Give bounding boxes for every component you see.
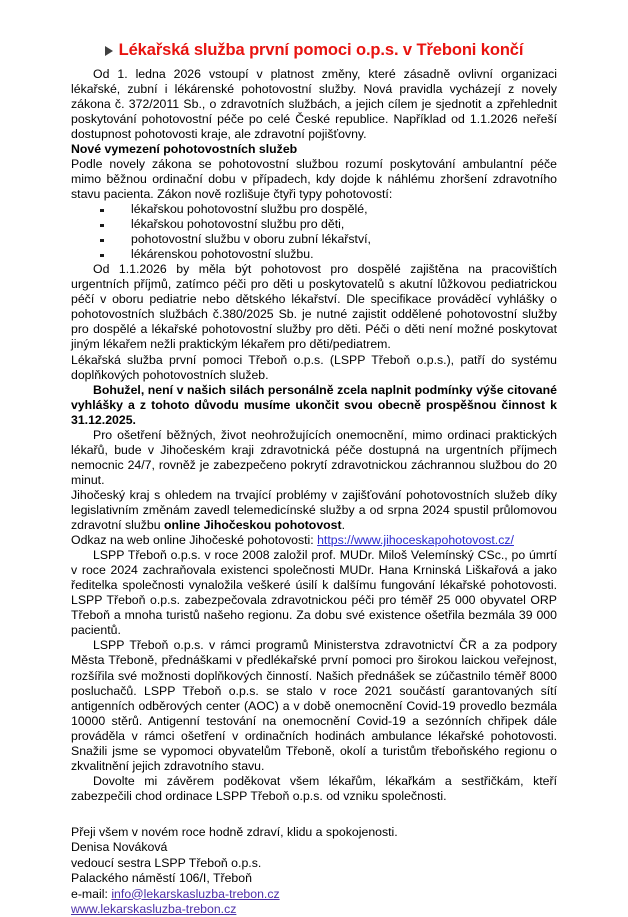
telemedicine-service-name: online Jihočeskou pohotovost bbox=[163, 518, 342, 533]
paragraph-lspp-system: Lékařská služba první pomoci Třeboň o.p.s. (LSPP Třeboň o.p.s.), patří do systému doplňkových pohotovostních služeb. bbox=[71, 352, 557, 382]
paragraph-2026-arrangements: Od 1.1.2026 by měla být pohotovost pro dospělé zajištěna na pracovištích urgentních příjmů, zatímco péči pro děti u poskytovatelů s akutní lůžkovou pediatrickou péčí v oboru pediatrie nebo dětského lékařství. Dle specifikace prováděcí vyhlášky o pohotovostních službách č.380/2025 Sb. je nutné zajistit oddělené pohotovostní služby pro dospělé a lékařské pohotovostní služby pro děti. Péči o děti není možné poskytovat jiným lékařem nežli praktickým lékařem pro děti/pediatrem. bbox=[71, 262, 557, 352]
list-item: lékařskou pohotovostní službu pro děti, bbox=[71, 217, 557, 232]
service-types-list bbox=[71, 202, 557, 262]
website-link[interactable]: www.lekarskasluzba-trebon.cz bbox=[71, 901, 237, 916]
paragraph-web-link bbox=[71, 533, 557, 548]
collapsed-heading-triangle-icon[interactable] bbox=[105, 46, 113, 56]
email-link[interactable]: info@lekarskasluzba-trebon.cz bbox=[111, 886, 280, 901]
paragraph-alternative-care: Pro ošetření běžných, život neohrožujících onemocnění, mimo ordinaci praktických lékařů, bude v Jihočeském kraji zdravotnická péče dostupná na urgentních příjmech nemocnic 24/7, rovněž je zabezpečeno pokrytí zdravotnickou záchrannou službou do 20 minut. bbox=[71, 427, 557, 487]
paragraph-history: LSPP Třeboň o.p.s. v roce 2008 založil prof. MUDr. Miloš Velemínský CSc., po úmrtí v roce 2024 zachraňovala existenci společnosti MUDr. Hana Krninská Liškařová a jako ředitelka společnosti vynaložila veškeré úsilí k dalšímu fungování lékařské pohotovosti. LSPP Třeboň o.p.s. zabezpečovala zdravotnickou péči pro téměř 25 000 obyvatel ORP Třeboň a mnoha turistů našeho regionu. Za dobu své existence ošetřila bezmála 39 000 pacientů. bbox=[71, 548, 557, 638]
signature-address: Palackého náměstí 106/I, Třeboň bbox=[71, 871, 252, 886]
signature-wish: Přeji všem v novém roce hodně zdraví, klidu a spokojenosti. bbox=[71, 824, 398, 839]
list-item: pohotovostní službu v oboru zubní lékařství, bbox=[71, 232, 557, 247]
list-item: lékárenskou pohotovostní službu. bbox=[71, 247, 557, 262]
paragraph-intro: Od 1. ledna 2026 vstoupí v platnost změny, které zásadně ovlivní organizaci lékařské, zubní i lékárenské pohotovostní služby. Nová pravidla vycházejí z novely zákona č. 372/2011 Sb., o zdravotních službách, a jejich cílem je sjednotit a zpřehlednit poskytování pohotovostní péče po celé České republice. Například od 1.1.2026 neřeší dostupnost pohotovosti kraje, ale zdravotní pojišťovny. bbox=[71, 66, 557, 141]
page-title-text: Lékařská služba první pomoci o.p.s. v Třeboni končí bbox=[118, 41, 524, 59]
list-item: lékařskou pohotovostní službu pro dospělé, bbox=[71, 202, 557, 217]
page-title bbox=[71, 40, 557, 61]
paragraph-telemedicine bbox=[71, 488, 557, 533]
telemedicine-text-end: . bbox=[341, 518, 346, 533]
paragraph-programs: LSPP Třeboň o.p.s. v rámci programů Ministerstva zdravotnictví ČR a za podpory Města Třeboně, přednáškami v předlékařské první pomoci pro širokou laickou veřejnost, rozšířila své možnosti doplňkových činností. Našich přednášek se zúčastnilo téměř 8000 posluchačů. LSPP Třeboň o.p.s. se stalo v roce 2021 součástí garantovaných sítí antigenních odběrových center (AOC) a v době onemocnění Covid-19 provedlo bezmála 10000 stěrů. Antigenní testování na onemocnění Covid-19 a sezónních chřipek dále prováděla v rámci ošetření v ordinačních hodinách ambulance lékařské pohotovosti. Snažili jsme se vypomoci obyvatelům Třeboně, okolí a turistům třeboňského regionu o zkvalitnění jejich zdravotního stavu. bbox=[71, 638, 557, 773]
subheading-new-definitions: Nové vymezení pohotovostních služeb bbox=[71, 141, 298, 156]
signature-website-line bbox=[71, 902, 557, 917]
jihoceska-pohotovost-link[interactable]: https://www.jihoceskapohotovost.cz/ bbox=[317, 533, 514, 548]
telemedicine-text: Jihočeský kraj s ohledem na trvající problémy v zajišťování pohotovostních služeb díky legislativním změnám zavedl telemedicínské služby a od srpna 2024 spustil průlomovou zdravotní službu bbox=[71, 487, 557, 533]
signature-block bbox=[71, 825, 557, 917]
paragraph-thanks: Dovolte mi závěrem poděkovat všem lékařům, lékařkám a sestřičkám, kteří zabezpečili chod ordinace LSPP Třeboň o.p.s. od vzniku společnosti. bbox=[71, 773, 557, 803]
paragraph-closure-announcement: Bohužel, není v našich silách personálně zcela naplnit podmínky výše citované vyhlášky a z tohoto důvodu musíme ukončit svou obecně prospěšnou činnost k 31.12.2025. bbox=[71, 382, 557, 427]
signature-email-line bbox=[71, 887, 557, 902]
document-body bbox=[71, 40, 557, 917]
signature-role: vedoucí sestra LSPP Třeboň o.p.s. bbox=[71, 855, 262, 870]
signature-spacer bbox=[71, 804, 557, 811]
paragraph-definition: Podle novely zákona se pohotovostní službou rozumí poskytování ambulantní péče mimo běžnou ordinační dobu v případech, kdy dojde k náhlému zhoršení zdravotního stavu pacienta. Zákon nově rozlišuje čtyři typy pohotovostí: bbox=[71, 156, 557, 201]
web-link-label: Odkaz na web online Jihočeské pohotovosti: bbox=[71, 533, 318, 548]
email-label: e-mail: bbox=[71, 886, 112, 901]
signature-name: Denisa Nováková bbox=[71, 840, 168, 855]
